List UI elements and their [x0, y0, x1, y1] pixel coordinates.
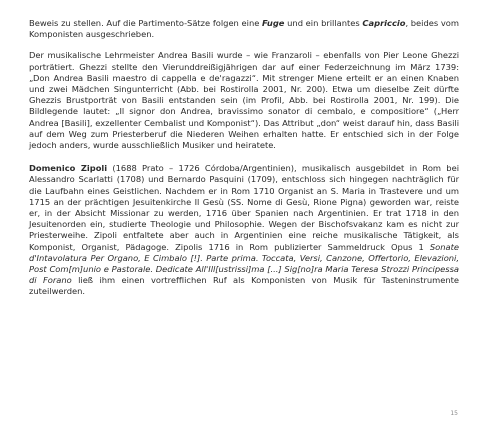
text: und ein brillantes — [284, 18, 363, 28]
term-fuge: Fuge — [262, 18, 285, 28]
paragraph-partimento — [29, 18, 459, 40]
work-title: Sonate d'Intavolatura Per Organo, E Cimbalo [!]. Parte prima. Toccata, Versi, Canzone, Offertorio, Elevazioni, Post Com[m]unio e Pastorale. Dedicate All'Ill[ustrissi]ma [...] Sig[no]ra Maria Teresa Strozzi Principessa di Forano — [29, 241, 459, 286]
text: , beides vom Komponisten ausgeschrieben. — [29, 18, 460, 40]
text: Beweis zu stellen. Auf die Partimento-Sätze folgen eine — [29, 18, 263, 28]
paragraph-basili: Der musikalische Lehrmeister Andrea Basili wurde – wie Franzaroli – ebenfalls von Pier Leone Ghezzi porträtiert. Ghezzi stellte den Vierunddreißigjährigen dar auf einer Federzeichnung im März 1739: „Don Andrea Basili maestro di cappella e de'ragazzi“. Mit strenger Miene erteilt er an einen Knaben und zwei Mädchen Singunterricht (Abb. bei Rostirolla 2001, Nr. 200). Etwa um dieselbe Zeit dürfte Ghezzis Brustporträt von Basili entstanden sein (im Profil, Abb. bei Rostirolla 2001, Nr. 199). Die Bildlegende lautet: „Il signor don Andrea, bravissimo sonator di cembalo, e compositiore“ („Herr Andrea [Basili], exzellenter Cembalist und Komponist“). Das Attribut „don“ weist darauf hin, dass Basili auf dem Weg zum Priesterberuf die Niederen Weihen erhalten hatte. Er entschied sich in der Folge jedoch anders, wurde ausschließlich Musiker und heiratete. — [29, 50, 459, 151]
text: ließ ihm einen vortrefflichen Ruf als Komponisten von Musik für Tasteninstrumente zuteilwerden. — [29, 275, 459, 297]
paragraph-zipoli — [29, 163, 459, 297]
page-number: 15 — [450, 410, 458, 417]
term-capriccio: Capriccio — [362, 18, 406, 28]
text: (1688 Prato – 1726 Córdoba/Argentinien), musikalisch ausgebildet in Rom bei Alessandro Scarlatti (1708) und Bernardo Pasquini (1709), entschloss sich hingegen nachträglich für die Laufbahn eines Geistlichen. Nachdem er in Rom 1710 Organist an S. Maria in Trastevere und um 1715 an der prächtigen Jesuitenkirche Il Gesù (SS. Nome di Gesù, Rione Pigna) geworden war, reiste er, in der Absicht Missionar zu werden, 1716 über Spanien nach Argentinien. Er trat 1718 in den Jesuitenorden ein, studierte Theologie und Philosophie. Wegen der Bischofsvakanz kam es nicht zur Priesterweihe. Zipoli entfaltete aber auch in Argentinien eine reiche musikalische Tätigkeit, als Komponist, Organist, Pädagoge. Zipolis 1716 in Rom publizierter Sammeldruck Opus 1 — [29, 163, 459, 252]
person-name: Domenico Zipoli — [29, 163, 108, 174]
